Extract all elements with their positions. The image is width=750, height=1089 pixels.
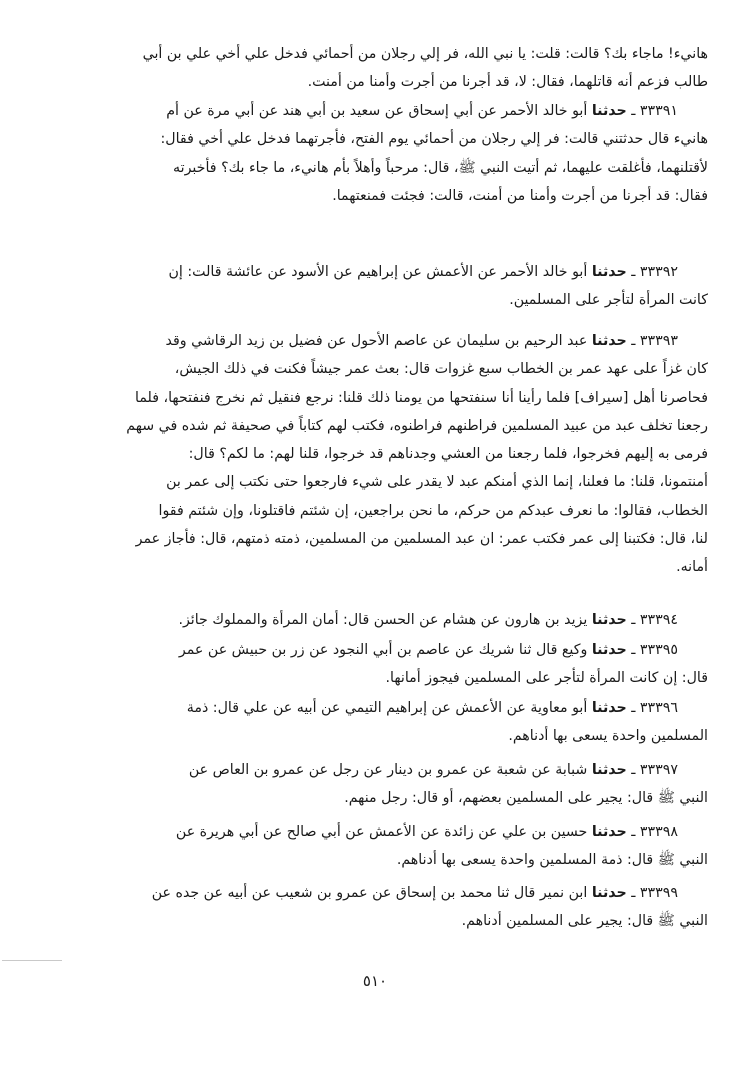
- text-line: [64, 327, 708, 355]
- line-text: وكيع قال ثنا شريك عن عاصم بن أبي النجود عن زر بن حبيش عن عمر: [178, 642, 588, 658]
- hadith-paragraph: [64, 818, 708, 875]
- text-line: [64, 664, 708, 692]
- hadith-dash: ـ: [626, 642, 640, 658]
- text-line: [64, 722, 708, 750]
- hadith-number: ٣٣٣٩٣: [639, 333, 678, 349]
- hadith-dash: ـ: [626, 824, 640, 840]
- line-text: كان غزاً على عهد عمر بن الخطاب سبع غزوات قال: بعث عمر جيشاً فكنت في ذلك الجيش،: [174, 361, 708, 378]
- line-text: فرمى به إليهم فخرجوا، فلما رجعنا من العشي وجدناهم قد خرجوا، قلنا لهم: ما لكم؟ قال:: [188, 446, 708, 463]
- line-text: طالب فزعم أنه قاتلهما، فقال: لا، قد أجرنا من أجرت وأمنا من أمنت.: [307, 74, 708, 91]
- line-text: عبد الرحيم بن سليمان عن عاصم الأحول عن فضيل بن زيد الرقاشي وقد: [165, 333, 588, 349]
- text-line: [64, 258, 708, 286]
- text-line: [64, 68, 708, 96]
- hadith-number: ٣٣٣٩٢: [639, 264, 678, 280]
- hadith-dash: ـ: [626, 762, 640, 778]
- text-line: [64, 412, 708, 440]
- scan-edge-mark: [2, 960, 62, 961]
- hadith-lead-word: حدثنا: [591, 264, 627, 280]
- line-text: فقال: قد أجرنا من أجرت وأمنا من أمنت، قالت: فجئت فمنعتهما.: [332, 187, 708, 204]
- text-line: [64, 553, 708, 581]
- hadith-dash: ـ: [626, 612, 640, 628]
- hadith-paragraph: [64, 40, 708, 97]
- text-line: [64, 440, 708, 468]
- line-text: أمنتمونا، قلنا: ما فعلنا، إنما الذي أمنكم عبد لا يقدر على شيء فارجعوا حتى نكتب إلى عمر بن: [166, 474, 708, 491]
- line-text: النبي ﷺ قال: يجير على المسلمين أدناهم.: [461, 913, 708, 930]
- line-text: يزيد بن هارون عن هشام عن الحسن قال: أمان المرأة والمملوك جائز.: [178, 612, 588, 628]
- line-text: لأقتلنهما، فأغلقت عليهما، ثم أتيت النبي ﷺ، قال: مرحباً وأهلاً بأم هانيء، ما جاء بك؟ فأخبرته: [173, 159, 708, 176]
- hadith-paragraph: [64, 327, 708, 582]
- text-line: [64, 468, 708, 496]
- hadith-lead-word: حدثنا: [591, 642, 627, 658]
- line-text: قال: إن كانت المرأة لتأجر على المسلمين فيجوز أمانها.: [385, 670, 708, 687]
- text-line: [64, 97, 708, 125]
- hadith-lead-word: حدثنا: [591, 762, 627, 778]
- text-line: [64, 182, 708, 210]
- page-number: ٥١٠: [362, 972, 388, 990]
- text-line: [64, 606, 708, 634]
- line-text: هانيء! ماجاء بك؟ قالت: قلت: يا نبي الله، فر إلي رجلان من أحمائي فدخل علي أخي علي بن أبي: [142, 46, 708, 62]
- hadith-number: ٣٣٣٩٥: [639, 642, 678, 658]
- line-text: المسلمين واحدة يسعى بها أدناهم.: [508, 728, 708, 745]
- line-text: فحاصرنا أهل [سيراف] فلما رأينا أنا سنفتحها من يومنا ذلك قلنا: نرجع فنقيل ثم نخرج فنفتحها، فلما: [135, 389, 708, 406]
- hadith-dash: ـ: [626, 264, 640, 280]
- hadith-paragraph: [64, 636, 708, 693]
- line-text: أبو خالد الأحمر عن الأعمش عن إبراهيم عن الأسود عن عائشة قالت: إن: [168, 264, 588, 280]
- hadith-number: ٣٣٣٩٦: [639, 700, 678, 716]
- hadith-dash: ـ: [626, 885, 640, 901]
- hadith-paragraph: [64, 606, 708, 634]
- text-line: [64, 879, 708, 907]
- text-line: [64, 694, 708, 722]
- text-line: [64, 125, 708, 153]
- hadith-paragraph: [64, 756, 708, 813]
- text-line: [64, 784, 708, 812]
- hadith-paragraph: [64, 97, 708, 210]
- hadith-number: ٣٣٣٩٨: [639, 824, 678, 840]
- hadith-lead-word: حدثنا: [591, 612, 627, 628]
- line-text: رجعنا تخلف عبد من عبيد المسلمين فراطنهم فراطنوه، فكتب لهم كتاباً في صحيفة ثم شده في سهم: [126, 417, 708, 434]
- line-text: حسين بن علي عن زائدة عن الأعمش عن أبي صالح عن أبي هريرة عن: [175, 824, 588, 840]
- line-text: أبو معاوية عن الأعمش عن إبراهيم التيمي عن أبيه عن علي قال: ذمة: [186, 700, 588, 716]
- hadith-dash: ـ: [626, 333, 640, 349]
- hadith-lead-word: حدثنا: [591, 824, 627, 840]
- line-text: أبو خالد الأحمر عن أبي إسحاق عن سعيد بن أبي هند عن أبي مرة عن أم: [166, 103, 588, 119]
- hadith-number: ٣٣٣٩٩: [639, 885, 678, 901]
- line-text: ابن نمير قال ثنا محمد بن إسحاق عن عمرو بن شعيب عن أبيه عن جده عن: [151, 885, 588, 901]
- hadith-number: ٣٣٣٩٧: [639, 762, 678, 778]
- text-line: [64, 907, 708, 935]
- text-line: [64, 818, 708, 846]
- hadith-paragraph: [64, 879, 708, 936]
- line-text: شبابة عن شعبة عن عمرو بن دينار عن رجل عن عمرو بن العاص عن: [188, 762, 588, 778]
- text-line: [64, 497, 708, 525]
- text-line: [64, 384, 708, 412]
- hadith-lead-word: حدثنا: [591, 885, 627, 901]
- hadith-dash: ـ: [626, 700, 640, 716]
- hadith-number: ٣٣٣٩١: [639, 103, 678, 119]
- text-line: [64, 355, 708, 383]
- line-text: أمانه.: [676, 559, 708, 576]
- text-line: [64, 756, 708, 784]
- line-text: هانيء قال حدثتني قالت: فر إلي رجلان من أحمائي يوم الفتح، فأجرتهما فدخل علي أخي فقال:: [160, 131, 708, 148]
- text-line: [64, 525, 708, 553]
- hadith-lead-word: حدثنا: [591, 700, 627, 716]
- hadith-number: ٣٣٣٩٤: [639, 612, 678, 628]
- hadith-paragraph: [64, 258, 708, 315]
- line-text: كانت المرأة لتأجر على المسلمين.: [509, 292, 708, 309]
- document-page: [64, 40, 708, 1050]
- text-line: [64, 286, 708, 314]
- text-line: [64, 154, 708, 182]
- hadith-lead-word: حدثنا: [591, 103, 627, 119]
- line-text: النبي ﷺ قال: ذمة المسلمين واحدة يسعى بها أدناهم.: [396, 852, 708, 869]
- line-text: الخطاب، فقالوا: ما نعرف عبدكم من حركم، ما نحن براجعين، إن شئتم فاقتلونا، وإن شئتم فقوا: [158, 502, 708, 519]
- line-text: النبي ﷺ قال: يجير على المسلمين بعضهم، أو قال: رجل منهم.: [344, 790, 708, 807]
- line-text: لنا، قال: فكتبنا إلى عمر فكتب عمر: ان عبد المسلمين من المسلمين، ذمته ذمتهم، قال: فأجاز عمر: [135, 531, 708, 548]
- text-line: [64, 846, 708, 874]
- hadith-paragraph: [64, 694, 708, 751]
- hadith-lead-word: حدثنا: [591, 333, 627, 349]
- text-line: [64, 636, 708, 664]
- text-line: [64, 40, 708, 68]
- hadith-dash: ـ: [626, 103, 640, 119]
